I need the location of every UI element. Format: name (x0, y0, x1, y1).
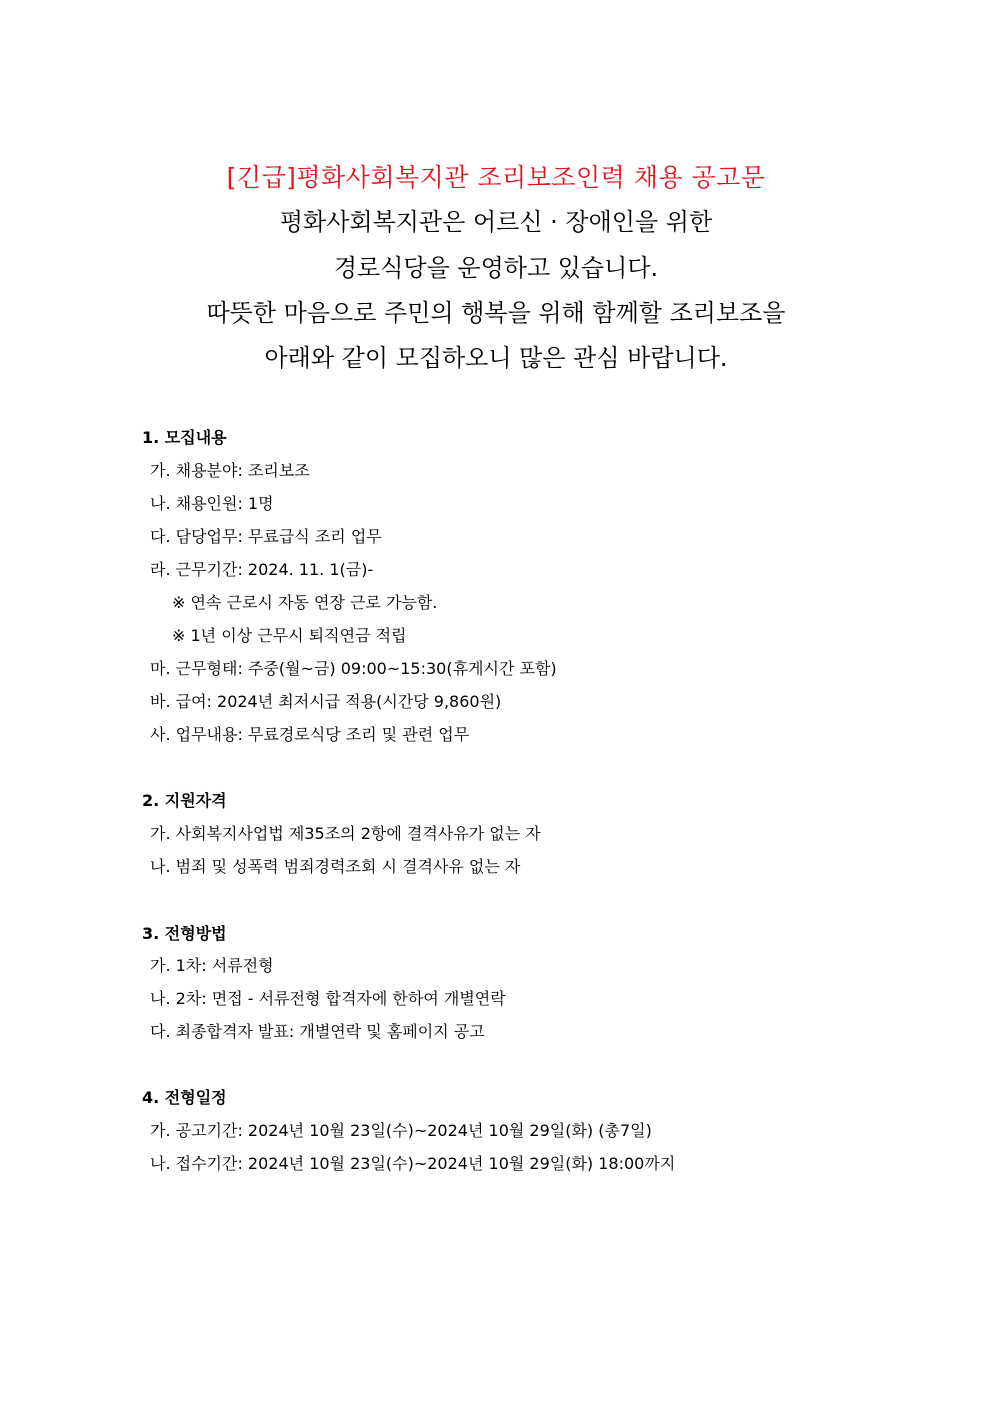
intro-line-3: 따뜻한 마음으로 주민의 행복을 위해 함께할 조리보조을 (206, 299, 786, 327)
section-1-item: 다. 담당업무: 무료급식 조리 업무 (150, 527, 382, 546)
section-3-item: 나. 2차: 면접 - 서류전형 합격자에 한하여 개별연락 (150, 989, 506, 1008)
document-title: [긴급]평화사회복지관 조리보조인력 채용 공고문 (226, 163, 766, 192)
section-3-heading: 3. 전형방법 (142, 924, 227, 943)
section-1-heading: 1. 모집내용 (142, 428, 227, 447)
section-2-item: 가. 사회복지사업법 제35조의 2항에 결격사유가 없는 자 (150, 824, 541, 843)
section-1-item: 가. 채용분야: 조리보조 (150, 461, 310, 480)
section-2-item: 나. 범죄 및 성폭력 범죄경력조회 시 결격사유 없는 자 (150, 857, 521, 876)
section-1-item: 나. 채용인원: 1명 (150, 494, 274, 513)
intro-line-4: 아래와 같이 모집하오니 많은 관심 바랍니다. (264, 344, 728, 372)
section-3-item: 다. 최종합격자 발표: 개별연락 및 홈페이지 공고 (150, 1022, 485, 1041)
intro-line-2: 경로식당을 운영하고 있습니다. (333, 254, 659, 282)
section-1-note: ※ 연속 근로시 자동 연장 근로 가능함. (172, 593, 438, 612)
section-1-item: 마. 근무형태: 주중(월~금) 09:00~15:30(휴게시간 포함) (150, 659, 557, 678)
section-3-item: 가. 1차: 서류전형 (150, 956, 274, 975)
section-4-heading: 4. 전형일정 (142, 1088, 227, 1107)
section-1-item: 바. 급여: 2024년 최저시급 적용(시간당 9,860원) (150, 692, 502, 711)
section-1-item: 라. 근무기간: 2024. 11. 1(금)- (150, 560, 374, 579)
section-1-note: ※ 1년 이상 근무시 퇴직연금 적립 (172, 626, 407, 645)
section-4-item: 가. 공고기간: 2024년 10월 23일(수)~2024년 10월 29일(화) (총7일) (150, 1121, 652, 1140)
section-4-item: 나. 접수기간: 2024년 10월 23일(수)~2024년 10월 29일(화) 18:00까지 (150, 1154, 676, 1173)
section-1-item: 사. 업무내용: 무료경로식당 조리 및 관련 업무 (150, 725, 470, 744)
section-2-heading: 2. 지원자격 (142, 791, 227, 810)
intro-line-1: 평화사회복지관은 어르신 · 장애인을 위한 (279, 208, 713, 236)
